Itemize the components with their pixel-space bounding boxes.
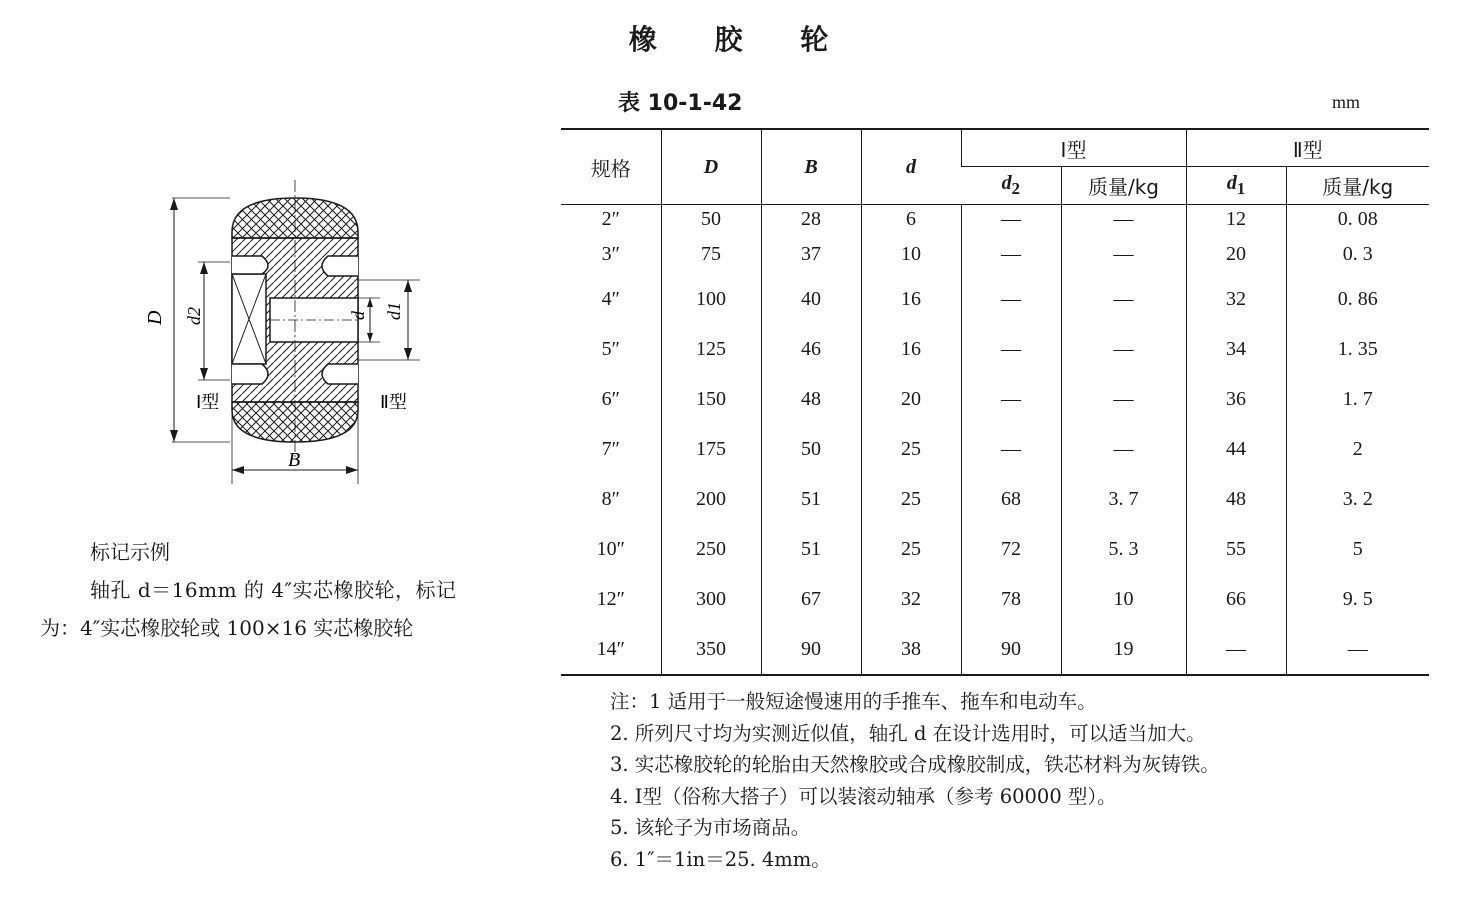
cell-d1: 36 xyxy=(1186,375,1286,425)
cell-d: 10 xyxy=(861,235,961,275)
header-type-1: Ⅰ型 xyxy=(961,129,1186,167)
rubber-wheel-spec-table xyxy=(561,128,1429,676)
cell-m1: 5. 3 xyxy=(1061,525,1186,575)
cell-m2: 3. 2 xyxy=(1286,475,1429,525)
dim-d-label: d xyxy=(348,311,368,320)
note-2: 2. 所列尺寸均为实测近似值，轴孔 d 在设计选用时，可以适当加大。 xyxy=(610,721,1206,745)
cell-d: 25 xyxy=(861,475,961,525)
marking-example xyxy=(40,533,540,647)
cell-D: 125 xyxy=(661,325,761,375)
cell-D: 350 xyxy=(661,625,761,675)
table-row xyxy=(561,525,1429,575)
dim-d1-label: d1 xyxy=(384,302,404,320)
cell-d2: — xyxy=(961,235,1061,275)
cell-m1: 3. 7 xyxy=(1061,475,1186,525)
cell-spec: 4″ xyxy=(601,288,620,310)
note-6: 6. 1″＝1in＝25. 4mm。 xyxy=(610,847,831,871)
table-row xyxy=(561,575,1429,625)
cell-d1: 32 xyxy=(1186,275,1286,325)
cell-D: 175 xyxy=(661,425,761,475)
cell-d2: — xyxy=(961,375,1061,425)
cell-d2: 90 xyxy=(961,625,1061,675)
cell-B: 28 xyxy=(761,205,861,235)
cell-m1: — xyxy=(1061,425,1186,475)
cell-d2: 68 xyxy=(961,475,1061,525)
marking-example-line-2: 为：4″实芯橡胶轮或 100×16 实芯橡胶轮 xyxy=(40,616,414,640)
cell-D: 300 xyxy=(661,575,761,625)
note-1: 注：1 适用于一般短途慢速用的手推车、拖车和电动车。 xyxy=(610,690,1097,713)
cell-d2: — xyxy=(961,275,1061,325)
cell-m1: — xyxy=(1061,325,1186,375)
header-mass-type-2: 质量/kg xyxy=(1286,167,1429,205)
cell-m2: 2 xyxy=(1286,425,1429,475)
cell-B: 67 xyxy=(761,575,861,625)
cell-spec: 7″ xyxy=(601,438,620,460)
cell-d1: 66 xyxy=(1186,575,1286,625)
cell-B: 51 xyxy=(761,475,861,525)
cell-spec: 14″ xyxy=(561,625,661,675)
cell-D: 75 xyxy=(661,235,761,275)
cell-spec: 12″ xyxy=(596,588,625,610)
note-4: 4. Ⅰ型（俗称大搭子）可以装滚动轴承（参考 60000 型）。 xyxy=(610,784,1117,808)
cell-spec: 10″ xyxy=(596,538,625,560)
wheel-cross-section-drawing xyxy=(130,170,430,490)
table-row xyxy=(561,475,1429,525)
header-B: B xyxy=(761,129,861,205)
table-row xyxy=(561,625,1429,675)
cell-B: 90 xyxy=(761,625,861,675)
cell-D: 150 xyxy=(661,375,761,425)
table-row xyxy=(561,325,1429,375)
header-D: D xyxy=(661,129,761,205)
table-row xyxy=(561,425,1429,475)
cell-B: 48 xyxy=(761,375,861,425)
cell-d1: — xyxy=(1186,625,1286,675)
cell-d1: 34 xyxy=(1186,325,1286,375)
cell-D: 200 xyxy=(661,475,761,525)
cell-d1: 48 xyxy=(1186,475,1286,525)
cell-spec: 8″ xyxy=(601,488,620,510)
cell-B: 46 xyxy=(761,325,861,375)
cell-d: 25 xyxy=(861,425,961,475)
cell-m2: 9. 5 xyxy=(1286,575,1429,625)
marking-example-line-1: 轴孔 d＝16mm 的 4″实芯橡胶轮，标记 xyxy=(90,578,457,602)
cell-d2: — xyxy=(961,205,1061,235)
cell-B: 40 xyxy=(761,275,861,325)
cell-m2: 1. 7 xyxy=(1286,375,1429,425)
cell-m2: 0. 3 xyxy=(1286,235,1429,275)
cell-m2: 1. 35 xyxy=(1286,325,1429,375)
cell-d: 16 xyxy=(861,275,961,325)
cell-d1: 55 xyxy=(1186,525,1286,575)
cell-B: 51 xyxy=(761,525,861,575)
cell-d: 38 xyxy=(861,625,961,675)
cell-d2: — xyxy=(961,425,1061,475)
type-2-label: Ⅱ型 xyxy=(380,392,407,413)
cell-m2: 5 xyxy=(1286,525,1429,575)
cell-d1: 12 xyxy=(1186,205,1286,235)
cell-m1: — xyxy=(1061,235,1186,275)
header-type-2: Ⅱ型 xyxy=(1186,129,1429,167)
unit-label: mm xyxy=(1332,92,1361,112)
cell-d: 25 xyxy=(861,525,961,575)
cell-d2: 72 xyxy=(961,525,1061,575)
cell-d: 20 xyxy=(861,375,961,425)
cell-d2: — xyxy=(961,325,1061,375)
cell-m1: 19 xyxy=(1061,625,1186,675)
cell-d: 16 xyxy=(861,325,961,375)
cell-spec: 6″ xyxy=(601,388,620,410)
cell-m1: — xyxy=(1061,205,1186,235)
marking-example-heading: 标记示例 xyxy=(90,540,170,564)
table-row xyxy=(561,375,1429,425)
dim-B-label: B xyxy=(288,449,301,471)
header-d1: $d_1$ xyxy=(1186,167,1286,205)
cell-B: 50 xyxy=(761,425,861,475)
cell-spec: 5″ xyxy=(601,338,620,360)
table-row xyxy=(561,205,1429,235)
cell-m1: — xyxy=(1061,275,1186,325)
header-mass-type-1: 质量/kg xyxy=(1061,167,1186,205)
cell-m2: 0. 08 xyxy=(1286,205,1429,235)
cell-d1: 44 xyxy=(1186,425,1286,475)
cell-d2: 78 xyxy=(961,575,1061,625)
note-3: 3. 实芯橡胶轮的轮胎由天然橡胶或合成橡胶制成，铁芯材料为灰铸铁。 xyxy=(610,753,1220,777)
cell-spec: 3″ xyxy=(601,243,620,265)
table-row xyxy=(561,235,1429,275)
cell-d: 6 xyxy=(861,205,961,235)
type-1-label: Ⅰ型 xyxy=(196,392,220,413)
cell-m1: — xyxy=(1061,375,1186,425)
table-notes xyxy=(610,686,1220,876)
note-5: 5. 该轮子为市场商品。 xyxy=(610,816,811,840)
cell-B: 37 xyxy=(761,235,861,275)
cell-m2: — xyxy=(1286,625,1429,675)
header-d: d xyxy=(861,129,961,205)
dim-D-label: D xyxy=(144,310,166,325)
cell-spec: 2″ xyxy=(601,208,620,231)
header-spec: 规格 xyxy=(561,129,661,205)
cell-d1: 20 xyxy=(1186,235,1286,275)
table-row xyxy=(561,275,1429,325)
cell-d: 32 xyxy=(861,575,961,625)
page-title: 橡 胶 轮 xyxy=(628,23,853,56)
table-number: 表 10-1-42 xyxy=(618,91,743,116)
dim-d2-label: d2 xyxy=(184,307,204,325)
cell-D: 50 xyxy=(661,205,761,235)
cell-m1: 10 xyxy=(1061,575,1186,625)
header-d2: $d_2$ xyxy=(961,167,1061,205)
cell-D: 250 xyxy=(661,525,761,575)
cell-m2: 0. 86 xyxy=(1286,275,1429,325)
cell-D: 100 xyxy=(661,275,761,325)
